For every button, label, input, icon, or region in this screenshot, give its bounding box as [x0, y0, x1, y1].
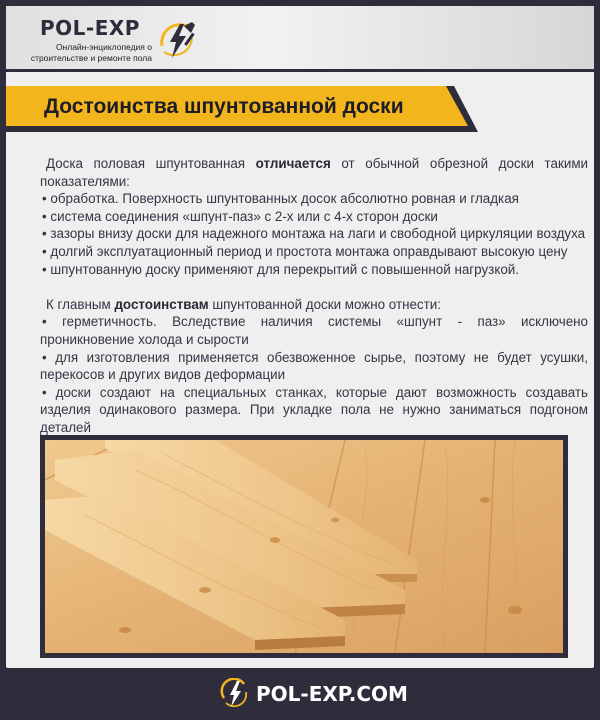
list-item: • герметичность. Вследствие наличия системы «шпунт - паз» исключено проникновение холода и сырости — [40, 314, 588, 347]
adv-emphasis: достоинствам — [114, 296, 209, 312]
tagline-line-1: Онлайн-энциклопедия о — [55, 42, 152, 52]
list-item: • обработка. Поверхность шпунтованных досок абсолютно ровная и гладкая — [42, 191, 519, 207]
tools-lightning-icon[interactable] — [220, 678, 250, 710]
list-item: • долгий эксплуатационный период и простота монтажа оправдывают высокую цену — [42, 243, 568, 259]
intro-text-start: Доска половая шпунтованная — [46, 156, 256, 171]
site-tagline — [22, 42, 152, 64]
tagline-line-2: строительстве и ремонте пола — [30, 53, 152, 63]
intro-emphasis: отличается — [255, 156, 331, 171]
brand-name[interactable]: POL-EXP — [40, 16, 140, 40]
site-footer — [0, 668, 600, 720]
list-item: • зазоры внизу доски для надежного монтажа на лаги и свободной циркуляции воздуха — [42, 226, 586, 242]
photo-frame — [40, 435, 568, 658]
adv-text-start: К главным — [46, 296, 115, 312]
footer-site-link[interactable]: POL-EXP.COM — [256, 682, 408, 706]
article-body — [40, 155, 588, 472]
list-item: • система соединения «шпунт-паз» с 2-х или с 4-х сторон доски — [42, 208, 438, 224]
section-banner — [6, 86, 478, 132]
tools-lightning-icon[interactable] — [154, 18, 200, 64]
intro-text-end: от обычной обрезной доски такими показателями: — [40, 156, 589, 189]
adv-text-end: шпунтованной доски можно отнести: — [208, 296, 441, 312]
section-title: Достоинства шпунтованной доски — [44, 95, 404, 118]
intro-paragraph — [40, 155, 588, 190]
list-item: • для изготовления применяется обезвоженное сырье, поэтому не будет усушки, перекосов и других видов деформации — [40, 349, 588, 383]
advantages-intro — [40, 296, 588, 314]
site-header — [6, 6, 594, 72]
wood-boards-photo — [45, 440, 563, 653]
list-item: • шпунтованную доску применяют для перекрытий с повышенной нагрузкой. — [42, 261, 519, 277]
list-item: • доски создают на специальных станках, которые дают возможность создавать изделия одинакового размера. При укладке пола не нужно заниматься подгоном деталей — [40, 384, 588, 435]
